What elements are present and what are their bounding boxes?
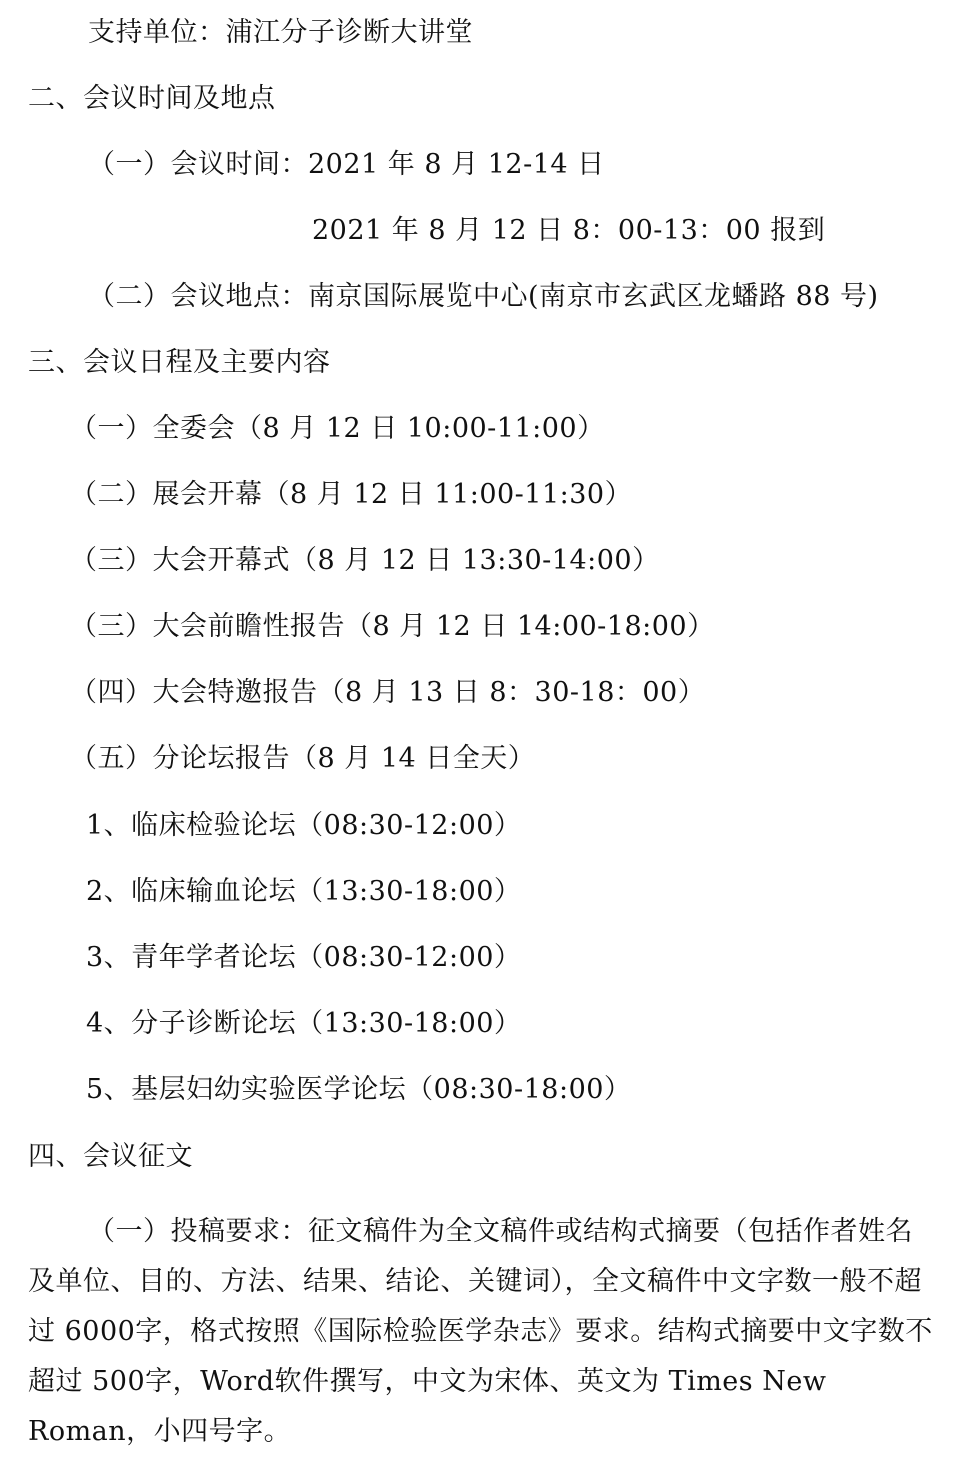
registration-time: 2021 年 8 月 12 日 8：00-13：00 报到 (312, 215, 826, 246)
schedule-item: （一）全委会（8 月 12 日 10:00-11:00） (70, 413, 605, 444)
schedule-item: （三）大会前瞻性报告（8 月 12 日 14:00-18:00） (70, 611, 715, 642)
section-heading-call-for-papers: 四、会议征文 (28, 1141, 193, 1172)
section-heading-time-venue: 二、会议时间及地点 (28, 83, 276, 114)
submission-requirements: （一）投稿要求：征文稿件为全文稿件或结构式摘要（包括作者姓名及单位、目的、方法、结果、结论、关键词），全文稿件中文字数一般不超过 6000字，格式按照《国际检验医学杂志》要求。结构式摘要中文字数不超过 500字，Word软件撰写，中文为宋体、英文为 Times New Roman，小四号字。 (28, 1216, 933, 1447)
forum-item: 2、临床输血论坛（13:30-18:00） (86, 876, 522, 907)
schedule-item: （三）大会开幕式（8 月 12 日 13:30-14:00） (70, 545, 660, 576)
meeting-venue: （二）会议地点：南京国际展览中心(南京市玄武区龙蟠路 88 号) (88, 281, 879, 312)
meeting-time: （一）会议时间：2021 年 8 月 12-14 日 (88, 149, 605, 180)
schedule-item: （二）展会开幕（8 月 12 日 11:00-11:30） (70, 479, 633, 510)
schedule-item: （五）分论坛报告（8 月 14 日全天） (70, 743, 536, 774)
schedule-item: （四）大会特邀报告（8 月 13 日 8：30-18：00） (70, 677, 706, 708)
forum-item: 5、基层妇幼实验医学论坛（08:30-18:00） (86, 1074, 632, 1105)
forum-item: 3、青年学者论坛（08:30-12:00） (86, 942, 522, 973)
forum-item: 1、临床检验论坛（08:30-12:00） (86, 810, 522, 841)
support-unit: 支持单位：浦江分子诊断大讲堂 (88, 17, 473, 48)
section-heading-schedule: 三、会议日程及主要内容 (28, 347, 331, 378)
forum-item: 4、分子诊断论坛（13:30-18:00） (86, 1008, 522, 1039)
